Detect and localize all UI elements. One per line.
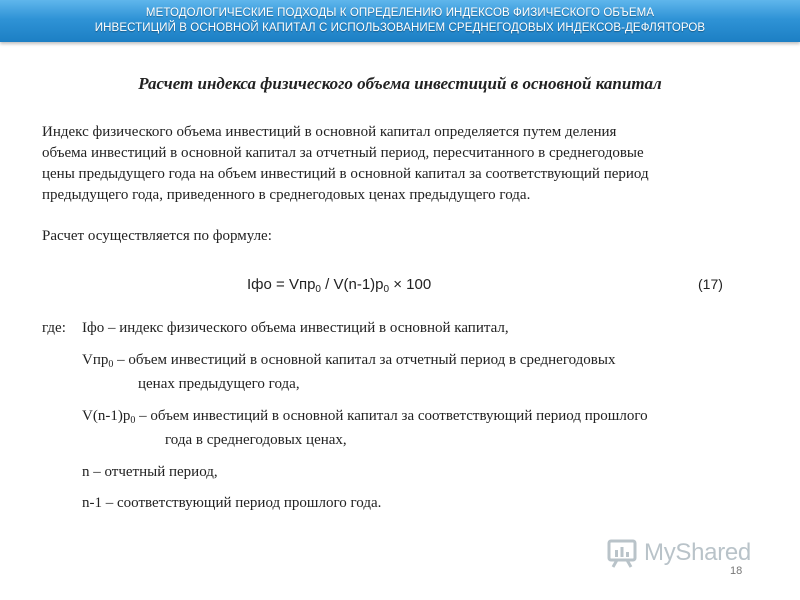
slide-header [0, 0, 800, 42]
page-number: 18 [730, 565, 743, 577]
definition-subscript: 0 [130, 415, 136, 426]
formula [247, 276, 431, 293]
presentation-board-icon [606, 537, 638, 569]
calc-intro: Расчет осуществляется по формуле: [42, 228, 272, 244]
header-title-line-1: МЕТОДОЛОГИЧЕСКИЕ ПОДХОДЫ К ОПРЕДЕЛЕНИЮ ИНДЕКСОВ ФИЗИЧЕСКОГО ОБЪЕМА [145, 7, 655, 19]
definition-vpr-cont: ценах предыдущего года, [138, 376, 300, 392]
definition-symbol: V(n-1)р [82, 408, 131, 424]
formula-lhs: Iфо = Vпр [247, 276, 316, 293]
formula-number: (17) [698, 276, 723, 292]
definition-ifo: Iфо – индекс физического объема инвестиций в основной капитал, [82, 320, 509, 336]
description-paragraph [42, 122, 754, 206]
paragraph-line: Индекс физического объема инвестиций в основной капитал определяется путем деления [42, 124, 617, 140]
definition-n-1: n-1 – соответствующий период прошлого года. [82, 495, 382, 511]
paragraph-line: объема инвестиций в основной капитал за отчетный период, пересчитанного в среднегодовые [42, 145, 644, 161]
definition-vn1-cont: года в среднегодовых ценах, [165, 432, 347, 448]
definition-text: – объем инвестиций в основной капитал за соответствующий период прошлого [135, 408, 648, 424]
formula-sub-1: 0 [315, 284, 321, 295]
logo-text: MyShared [644, 539, 751, 566]
slide-subtitle: Расчет индекса физического объема инвестиций в основной капитал [138, 74, 662, 93]
header-title-line-2: ИНВЕСТИЦИЙ В ОСНОВНОЙ КАПИТАЛ С ИСПОЛЬЗОВАНИЕМ СРЕДНЕГОДОВЫХ ИНДЕКСОВ-ДЕФЛЯТОРОВ [94, 22, 706, 34]
definition-n: n – отчетный период, [82, 464, 218, 480]
definition-subscript: 0 [108, 359, 114, 370]
formula-mid: / V(n-1)р [320, 276, 384, 293]
paragraph-line: предыдущего года, приведенного в среднегодовых ценах предыдущего года. [42, 187, 531, 203]
paragraph-line: цены предыдущего года на объем инвестиций в основной капитал за соответствующий период [42, 166, 649, 182]
definition-where: где: [42, 320, 66, 336]
formula-sub-2: 0 [383, 284, 390, 295]
definition-vpr [82, 352, 615, 369]
definition-text: – объем инвестиций в основной капитал за отчетный период в среднегодовых [113, 352, 616, 368]
definition-vn1 [82, 408, 648, 425]
definition-symbol: Vпр [82, 352, 109, 368]
formula-rhs: × 100 [389, 276, 432, 293]
